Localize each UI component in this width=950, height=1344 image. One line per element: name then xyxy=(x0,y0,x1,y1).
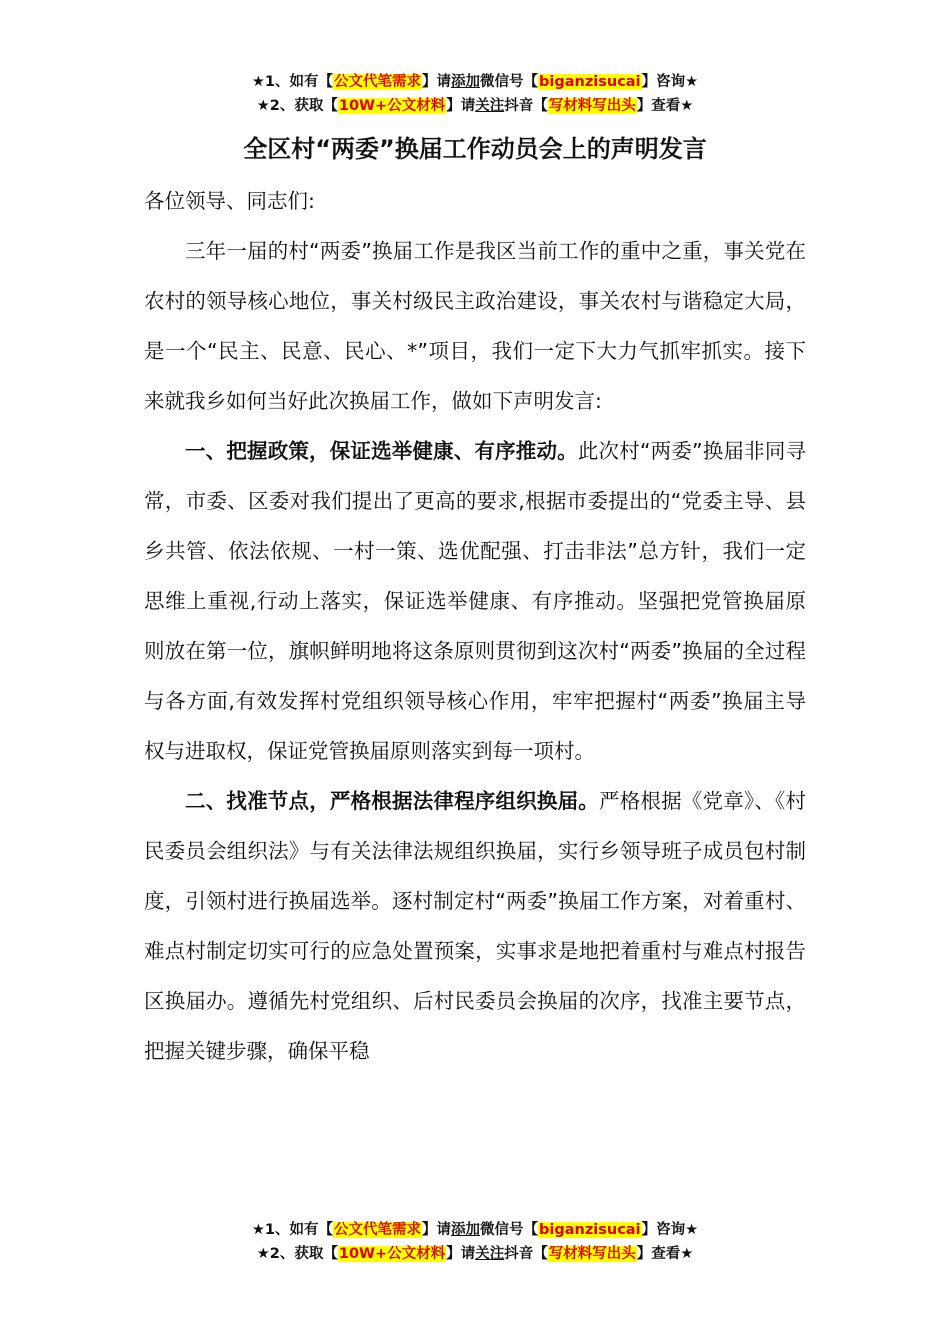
banner-line-2 xyxy=(0,94,950,118)
section-2-paragraph xyxy=(144,776,806,1076)
section-2-heading: 二、找准节点，严格根据法律程序组织换届。 xyxy=(185,789,599,813)
banner-text: 抖音【 xyxy=(504,98,548,114)
underlined-text: 添加 xyxy=(451,74,481,90)
douyin-account: 写材料写出头 xyxy=(548,1246,636,1262)
banner-text: 】请 xyxy=(446,1246,476,1262)
banner-text: 】请 xyxy=(422,1222,452,1238)
banner-text: ★1、如有【 xyxy=(251,74,334,90)
highlight-text: 公文代笔需求 xyxy=(334,1222,422,1238)
banner-text: ★2、获取【 xyxy=(256,1246,338,1262)
banner-line-1 xyxy=(0,1218,950,1242)
underlined-text: 关注 xyxy=(475,1246,505,1262)
banner-text: 】查看★ xyxy=(636,98,694,114)
banner-text: 】咨询★ xyxy=(641,1222,699,1238)
document-body xyxy=(144,176,806,1076)
banner-line-2 xyxy=(0,1242,950,1266)
wechat-id: biganzisucai xyxy=(539,1222,641,1238)
banner-text: ★2、获取【 xyxy=(256,98,338,114)
section-1-text: 此次村“两委”换届非同寻常，市委、区委对我们提出了更高的要求,根据市委提出的“党委主导、县乡共管、依法依规、一村一策、选优配强、打击非法”总方针，我们一定思维上重视,行动上落实，保证选举健康、有序推动。坚强把党管换届原则放在第一位，旗帜鲜明地将这条原则贯彻到这次村“两委”换届的全过程与各方面,有效发挥村党组织领导核心作用，牢牢把握村“两委”换届主导权与进取权，保证党管换届原则落实到每一项村。 xyxy=(144,439,806,763)
banner-text: 】咨询★ xyxy=(641,74,699,90)
salutation: 各位领导、同志们: xyxy=(144,189,315,213)
banner-text: 】请 xyxy=(446,98,476,114)
underlined-text: 关注 xyxy=(475,98,505,114)
underlined-text: 添加 xyxy=(451,1222,481,1238)
banner-text: 抖音【 xyxy=(504,1246,548,1262)
highlight-text: 10W+公文材料 xyxy=(338,98,446,114)
banner-text: 微信号【 xyxy=(480,74,539,90)
banner-text: 】查看★ xyxy=(636,1246,694,1262)
banner-text: 】请 xyxy=(422,74,452,90)
banner-line-1 xyxy=(0,70,950,94)
section-2-text: 严格根据《党章》、《村民委员会组织法》与有关法律法规组织换届，实行乡领导班子成员包村制度，引领村进行换届选举。逐村制定村“两委”换届工作方案，对着重村、难点村制定切实可行的应急处置预案，实事求是地把着重村与难点村报告区换届办。遵循先村党组织、后村民委员会换届的次序，找准主要节点，把握关键步骤，确保平稳 xyxy=(144,789,806,1063)
section-1-heading: 一、把握政策，保证选举健康、有序推动。 xyxy=(185,439,578,463)
highlight-text: 10W+公文材料 xyxy=(338,1246,446,1262)
wechat-id: biganzisucai xyxy=(539,74,641,90)
banner-text: 微信号【 xyxy=(480,1222,539,1238)
banner-text: ★1、如有【 xyxy=(251,1222,334,1238)
page-title: 全区村“两委”换届工作动员会上的声明发言 xyxy=(243,135,707,163)
highlight-text: 公文代笔需求 xyxy=(334,74,422,90)
douyin-account: 写材料写出头 xyxy=(548,98,636,114)
header-banner xyxy=(0,70,950,118)
intro-paragraph: 三年一届的村“两委”换届工作是我区当前工作的重中之重，事关党在农村的领导核心地位，事关村级民主政治建设，事关农村与谐稳定大局，是一个“民主、民意、民心、*”项目，我们一定下大力气抓牢抓实。接下来就我乡如何当好此次换届工作，做如下声明发言: xyxy=(144,239,806,413)
footer-banner xyxy=(0,1218,950,1266)
section-1-paragraph xyxy=(144,426,806,776)
